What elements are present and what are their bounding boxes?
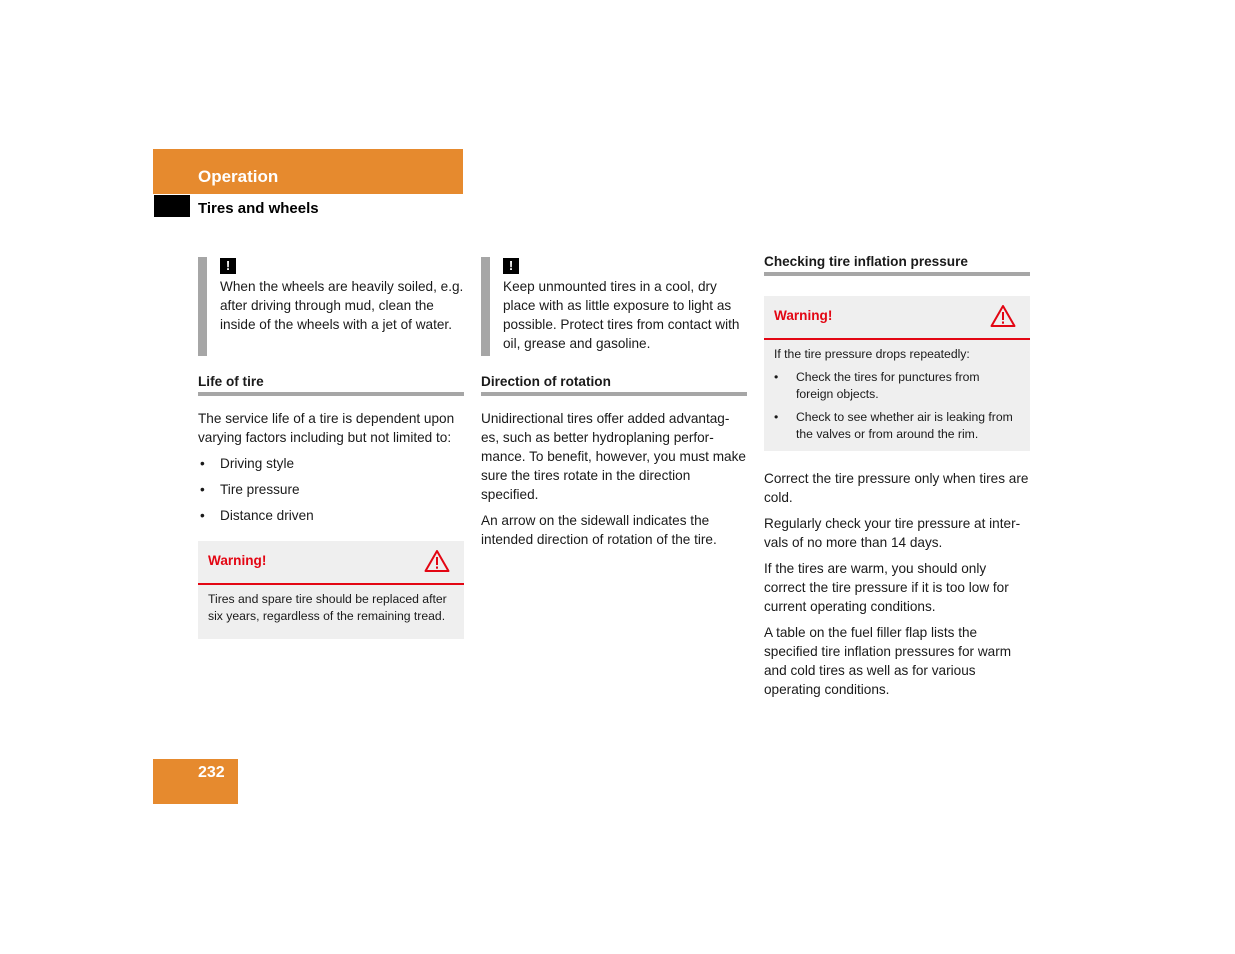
notice-wheel-cleaning <box>198 257 464 356</box>
page-number: 232 <box>198 764 225 781</box>
warning-list <box>774 369 1020 443</box>
bullet-icon: • <box>200 456 205 471</box>
warning-triangle-icon <box>424 549 450 573</box>
pressure-para-3: If the tires are warm, you should only correct the tire pressure if it is too low for current operating conditions. <box>764 561 1009 614</box>
direction-para-1: Unidirectional tires offer added advantag-es, such as better hydroplaning perfor-mance. To benefit, however, you must make sure the tires rotate in the direction specified. <box>481 411 746 502</box>
direction-para-2: An arrow on the sidewall indicates the intended direction of rotation of the tire. <box>481 513 717 547</box>
warning-header <box>764 296 1030 340</box>
list-item: • Tire pressure <box>200 482 300 497</box>
warning-title: Warning! <box>208 553 267 568</box>
warning-text: Tires and spare tire should be replaced after six years, regardless of the remaining tread. <box>208 592 447 623</box>
section-title: Operation <box>198 167 279 186</box>
subsection-title: Tires and wheels <box>198 200 319 217</box>
warning-header <box>198 541 464 585</box>
bullet-icon: • <box>774 410 779 424</box>
warning-intro: If the tire pressure drops repeatedly: <box>774 347 970 361</box>
direction-body <box>481 409 747 556</box>
bullet-icon: • <box>200 508 205 523</box>
exclamation-icon: ! <box>220 258 236 274</box>
notice-bar <box>198 257 207 356</box>
life-of-tire-intro: The service life of a tire is dependent upon varying factors including but not limited to: <box>198 411 455 445</box>
list-item: • Distance driven <box>200 508 314 523</box>
warning-triangle-icon <box>990 304 1016 328</box>
notice-text: Keep unmounted tires in a cool, dry place with as little exposure to light as possible. Protect tires from contact with oil, grease and gasoline. <box>503 279 740 351</box>
notice-text: When the wheels are heavily soiled, e.g. after driving through mud, clean the inside of the wheels with a jet of water. <box>220 279 464 332</box>
bullet-icon: • <box>200 482 205 497</box>
notice-tire-storage <box>481 257 747 356</box>
bullet-icon: • <box>774 370 779 384</box>
heading-direction-of-rotation: Direction of rotation <box>481 374 747 396</box>
pressure-para-4: A table on the fuel filler flap lists the specified tire inflation pressures for warm and cold tires as well as for various operating conditions. <box>764 625 1012 697</box>
warning-box-tire-age <box>198 541 464 639</box>
notice-bar <box>481 257 490 356</box>
warning-body <box>764 340 1030 457</box>
warning-title: Warning! <box>774 308 833 323</box>
warning-body <box>198 585 464 639</box>
life-of-tire-body <box>198 409 464 532</box>
heading-checking-pressure: Checking tire inflation pressure <box>764 254 1030 276</box>
list-item: • Check to see whether air is leaking from the valves or from around the rim. <box>774 410 1013 441</box>
exclamation-icon: ! <box>503 258 519 274</box>
pressure-para-2: Regularly check your tire pressure at inter-vals of no more than 14 days. <box>764 516 1021 550</box>
pressure-body <box>764 469 1030 706</box>
page-number-box <box>153 759 238 804</box>
heading-life-of-tire: Life of tire <box>198 374 464 396</box>
list-item: • Driving style <box>200 456 295 471</box>
list-item: • Check the tires for punctures from foreign objects. <box>774 370 980 401</box>
life-factors-list <box>198 454 464 525</box>
pressure-para-1: Correct the tire pressure only when tires are cold. <box>764 471 1029 505</box>
warning-box-pressure <box>764 296 1030 451</box>
header-marker <box>154 195 190 217</box>
